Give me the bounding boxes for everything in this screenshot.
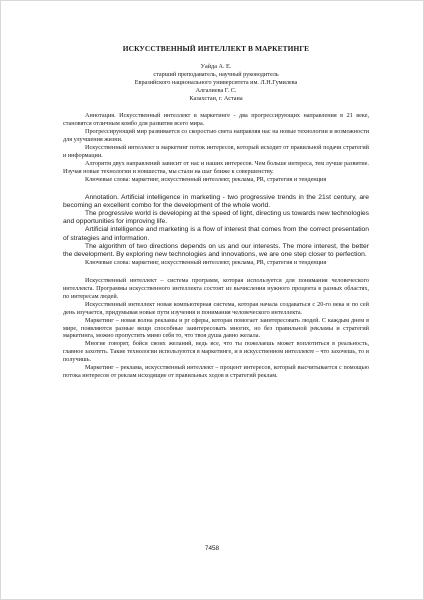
abstract-paragraph: Искусственный интеллект и маркетинг поток интересов, который исходит от правильной подачи стратегий и информации. (63, 144, 369, 159)
body-paragraph: Искусственный интеллект новая компьютерная система, которая начала создаваться с 20-го века и по сей день изучается, придумывая новые пути изучения и понимания человеческого интеллекта. (63, 300, 369, 316)
author-location: Казахстан, г. Астана (189, 94, 243, 102)
author-name: Уайда А. Е. (200, 62, 232, 70)
page-content (63, 45, 369, 380)
abstract-ru (63, 112, 369, 183)
author-block (63, 63, 369, 103)
body-paragraph: Искусственный интеллект – система программ, которая используется для понимания человеческого интеллекта. Программы искусственного интеллекта состоят из вычисления нужного процента в разных областях, по интересам людей. (63, 277, 369, 300)
body-paragraph: Маркетинг – новая волна рекламы и pr сферы, которая помогает заинтересовать людей. С каждым днем в мире, появляются разные вещи способные заинтересовать многих, но без правильной рекламы и стратегий маркетинга, можно пропустить мимо себя то, что твоя душа давно желала. (63, 316, 369, 340)
keywords-repeat: Ключевые слова: маркетинг, искусственный интеллект, реклама, PR, стратегия и тенденция (85, 259, 327, 267)
abstract-paragraph: Прогрессирующий мир развивается со скоростью света направляя нас на новые технологии и возможности для улучшения жизни. (63, 128, 369, 144)
coauthor-name: Алгалиева Г. С. (195, 86, 237, 94)
abstract-paragraph: Artificial intelligence and marketing is a flow of interest that comes from the correct presentation of strategies and information. (63, 226, 369, 242)
author-position: старший преподаватель, научный руководитель (153, 70, 279, 78)
abstract-paragraph: Annotation. Artificial intelligence in marketing - two progressive trends in the 21st century, are becoming an excellent combo for the development of the whole world. (63, 193, 369, 209)
main-body (63, 277, 369, 380)
body-paragraph: Маркетинг – реклама, искусственный интеллект – процент интересов, который высчитывается с помощью потока интересов от реклам исходящие от правильных ходов и стратегий реклам. (63, 364, 369, 379)
abstract-paragraph: The algorithm of two directions depends on us and our interests. The more interest, the better the development. By exploring new technologies and innovations, we are one step closer to perfection. (63, 242, 369, 259)
page-number: 7458 (204, 545, 220, 552)
abstract-paragraph: The progressive world is developing at the speed of light, directing us towards new technologies and opportunities for improving life. (63, 210, 369, 226)
abstract-paragraph: Алгоритм двух направлений зависит от нас и наших интересов. Чем больше интереса, тем лучше развитие. Изучая новые технологии и новшества, мы стали на шаг ближе к совершенству. (63, 159, 369, 175)
abstract-en (63, 194, 369, 260)
author-affiliation: Евразийского национального университета им. Л.Н.Гумилева (134, 78, 298, 86)
abstract-paragraph: Аннотация. Искусственный интеллект в маркетинге - два прогрессирующих направления в 21 веке, становятся отличным комбо для развития всего мира. (63, 112, 369, 128)
body-paragraph: Многие говорят, бойся своих желаний, ведь все, что ты пожелаешь может воплотиться в реальность, главное захотеть. Такие технологии используются в маркетинге, и в искусственном интеллекте – что захочешь, то и получишь. (63, 340, 369, 364)
paper-title: ИСКУССТВЕННЫЙ ИНТЕЛЛЕКТ В МАРКЕТИНГЕ (122, 44, 310, 53)
keywords-ru: Ключевые слова: маркетинг, искусственный интеллект, реклама, PR, стратегия и тенденция (85, 175, 327, 183)
